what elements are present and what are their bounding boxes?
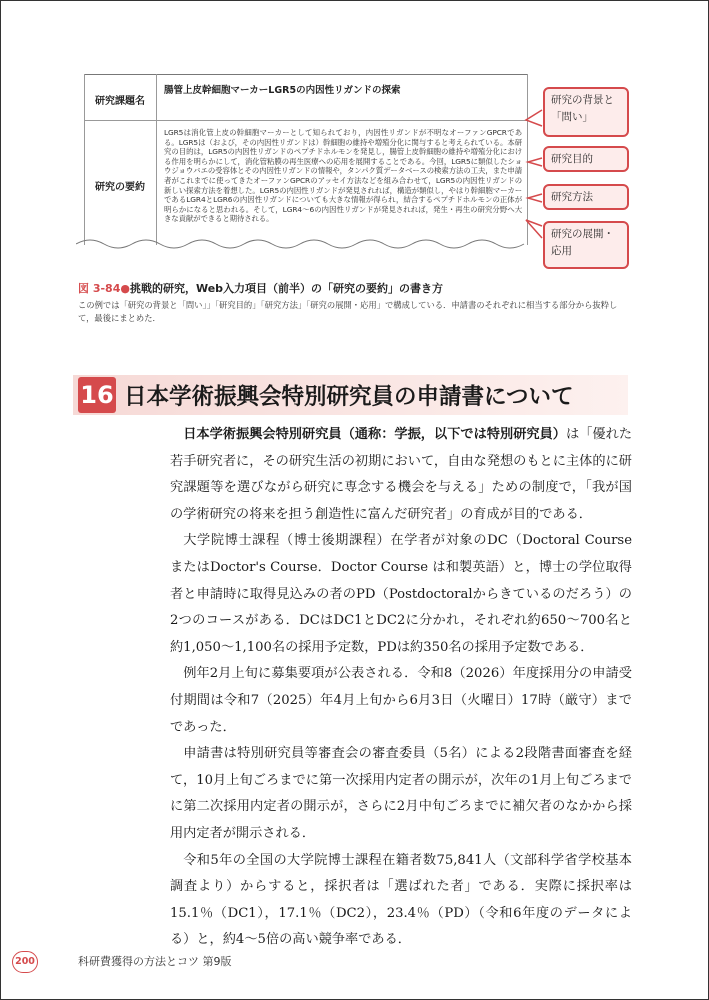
callout-development-application: 研究の展開・応用 <box>543 221 629 269</box>
callout-background-question: 研究の背景と「問い」 <box>543 87 629 137</box>
figure-caption-text: 挑戦的研究，Web入力項目（前半）の「研究の要約」の書き方 <box>129 282 444 295</box>
research-title: 腸管上皮幹細胞マーカーLGR5の内因性リガンドの探索 <box>164 85 401 96</box>
callout-research-method: 研究方法 <box>543 184 629 210</box>
paragraph-1-lead: 日本学術振興会特別研究員（通称：学振，以下では特別研究員） <box>183 427 567 442</box>
callout-research-purpose: 研究目的 <box>543 146 629 172</box>
paragraph-2: 大学院博士課程（博士後期課程）在学者が対象のDC（Doctoral Course またはDoctor's Course．Doctor Course は和製英語）と，博士の学位取得者と申請時に取得見込みの者のPD（Postdoctoralからきているのだろう）の2つのコースがある．DCはDC1とDC2に分かれ，それぞれ約650〜700名と約1,050〜1,100名の採用予定数，PDは約350名の採用予定数である． <box>170 533 632 655</box>
paragraph-3: 例年2月上旬に募集要項が公表される．令和8（2026）年度採用分の申請受付期間は令和7（2025）年4月上旬から6月3日（火曜日）17時（厳守）までであった． <box>170 666 632 735</box>
body-text <box>170 422 632 954</box>
research-summary: LGR5は消化管上皮の幹細胞マーカーとして知られており，内因性リガンドが不明なオーファンGPCRである。LGR5は（および，その内因性リガンドは）幹細胞の維持や増殖分化に関与すると考えられている。本研究の目的は，LGR5の内因性リガンドのペプチドホルモンを発見し，腸管上皮幹細胞の維持や増殖分化における作用を明らかにして，消化管粘膜の再生医療への応用を展開することである。今回，LGR5に類似したショウジョウバエの受容体とその内因性リガンドの情報や，タンパク質データベースの検索方法の工夫，また申請者がこれまでに使ってきたオーファンGPCRのアッセイ方法などを組み合わせて，LGR5の内因性リガンドの新しい探索方法を着想した。LGR5の内因性リガンドが発見されれば，構造が類似し，やはり幹細胞マーカーであるLGR4とLGR6の内因性リガンドについても大きな情報が得られ，結合するペプチドホルモンの正体が明らかになると思われる。そして，LGR4〜6の内因性リガンドが発見されれば，発生・再生の研究分野へ大きな貢献ができると期待される。 <box>164 128 522 224</box>
figure-caption: 図 3-84●挑戦的研究，Web入力項目（前半）の「研究の要約」の書き方 <box>78 282 444 295</box>
summary-figure-table <box>84 74 528 245</box>
paragraph-5: 令和5年の全国の大学院博士課程在籍者数75,841人（文部科学省学校基本調査より）からすると，採択者は「選ばれた者」である．実際に採択率は15.1％（DC1），17.1％（DC2），23.4％（PD）（令和6年度のデータによる）と，約4〜5倍の高い競争率である． <box>170 852 632 948</box>
paragraph-1 <box>170 422 632 528</box>
figure-note: この例では「研究の背景と「問い」」「研究目的」「研究方法」「研究の展開・応用」で構成している．申請書のそれぞれに相当する部分から抜粋して，最後にまとめた． <box>78 300 618 323</box>
figure-number: 図 3-84 <box>78 282 121 295</box>
running-footer-title: 科研費獲得の方法とコツ 第9版 <box>78 955 232 968</box>
row-label-summary: 研究の要約 <box>95 182 145 193</box>
section-title: 日本学術振興会特別研究員の申請書について <box>124 384 574 410</box>
paragraph-4: 申請書は特別研究員等審査会の審査委員（5名）による2段階書面審査を経て，10月上旬ごろまでに第一次採用内定者の開示が，次年の1月上旬ごろまでに第二次採用内定者の開示が，さらに2月中旬ごろまでに補欠者のなかから採用内定者が開示される． <box>170 746 632 841</box>
torn-edge-wave <box>76 238 532 252</box>
section-number: 16 <box>78 377 116 413</box>
page-number: 200 <box>12 951 38 973</box>
paragraph-1-rest: は「優れた若手研究者に，その研究生活の初期において，自由な発想のもとに主体的に研究課題等を選びながら研究に専念する機会を与える」ための制度で，「我が国の学術研究の将来を担う創造性に富んだ研究者」の育成が目的である． <box>170 427 633 522</box>
row-label-title: 研究課題名 <box>95 96 145 107</box>
